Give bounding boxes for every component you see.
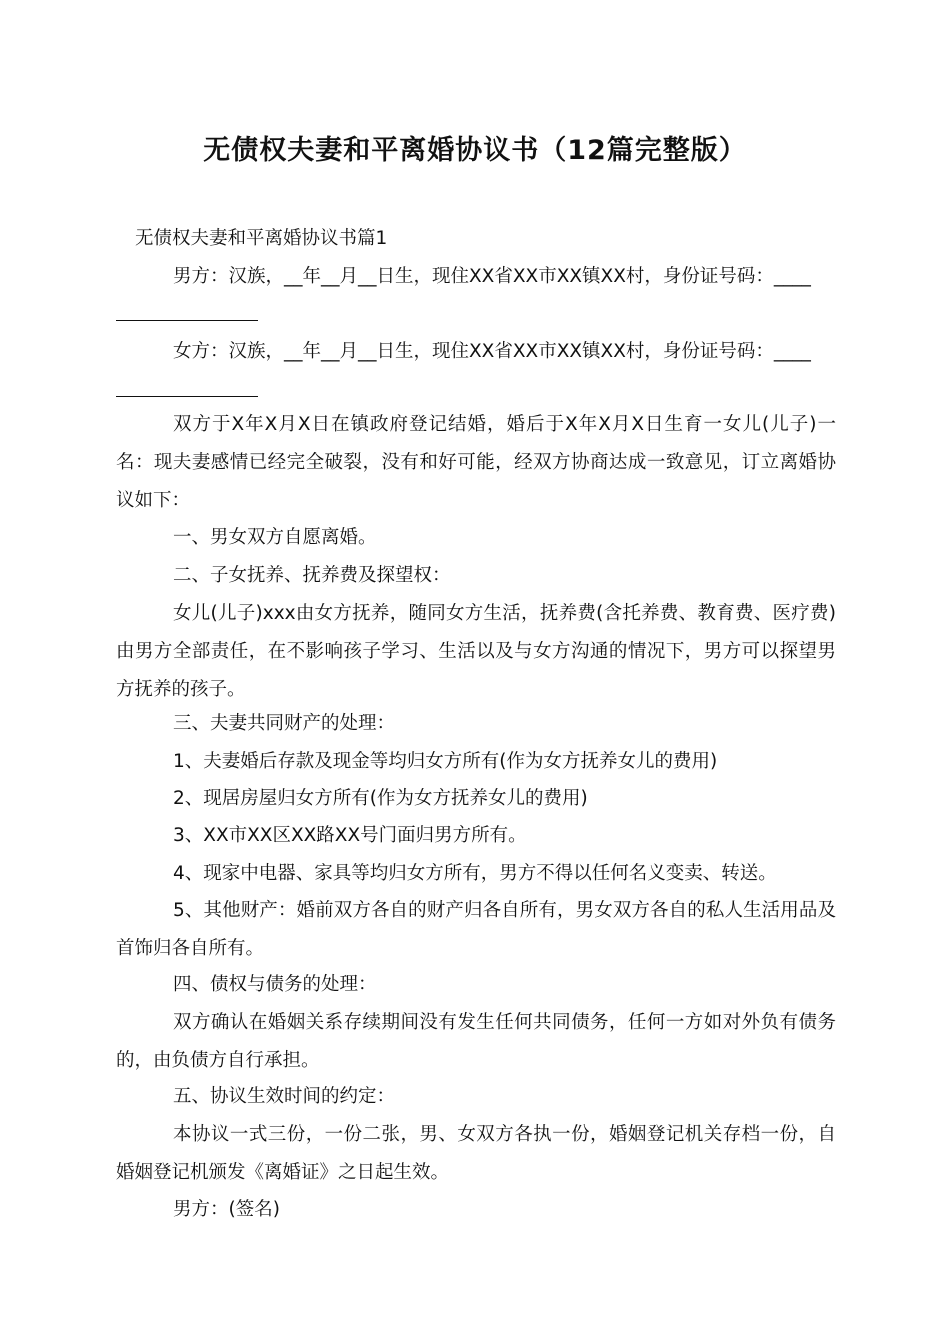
signature-male: 男方：(签名) (173, 1199, 280, 1220)
clause-2-heading: 二、子女抚养、抚养费及探望权： (173, 565, 451, 586)
clause-4-body: 双方确认在婚姻关系存续期间没有发生任何共同债务，任何一方如对外负有债务的，由负债方自行承担。 (116, 1012, 836, 1071)
section-heading: 无债权夫妻和平离婚协议书篇1 (135, 228, 388, 249)
document-title: 无债权夫妻和平离婚协议书（12篇完整版） (203, 135, 747, 166)
id-number-underline-female (116, 396, 258, 397)
intro-paragraph: 双方于X年X月X日在镇政府登记结婚，婚后于X年X月X日生育一女儿(儿子)一名：现夫妻感情已经完全破裂，没有和好可能，经双方协商达成一致意见，订立离婚协议如下： (116, 414, 836, 511)
property-item-1: 1、夫妻婚后存款及现金等均归女方所有(作为女方抚养女儿的费用) (173, 751, 718, 772)
male-info-line: 男方：汉族，__年__月__日生，现住XX省XX市XX镇XX村，身份证号码：____ (173, 266, 811, 287)
clause-1: 一、男女双方自愿离婚。 (173, 527, 377, 548)
clause-5-heading: 五、协议生效时间的约定： (173, 1086, 396, 1107)
clause-3-heading: 三、夫妻共同财产的处理： (173, 713, 396, 734)
clause-4-heading: 四、债权与债务的处理： (173, 974, 377, 995)
property-item-2: 2、现居房屋归女方所有(作为女方抚养女儿的费用) (173, 788, 588, 809)
id-number-underline-male (116, 320, 258, 321)
property-item-4: 4、现家中电器、家具等均归女方所有，男方不得以任何名义变卖、转送。 (173, 863, 777, 884)
clause-5-body: 本协议一式三份，一份二张，男、女双方各执一份，婚姻登记机关存档一份，自婚姻登记机颁发《离婚证》之日起生效。 (116, 1124, 836, 1183)
property-item-5: 5、其他财产：婚前双方各自的财产归各自所有，男女双方各自的私人生活用品及首饰归各自所有。 (116, 900, 836, 959)
clause-2-body: 女儿(儿子)xxx由女方抚养，随同女方生活，抚养费(含托养费、教育费、医疗费)由男方全部责任，在不影响孩子学习、生活以及与女方沟通的情况下，男方可以探望男方抚养的孩子。 (116, 603, 836, 700)
female-info-line: 女方：汉族，__年__月__日生，现住XX省XX市XX镇XX村，身份证号码：____ (173, 341, 811, 362)
property-item-3: 3、XX市XX区XX路XX号门面归男方所有。 (173, 825, 527, 846)
